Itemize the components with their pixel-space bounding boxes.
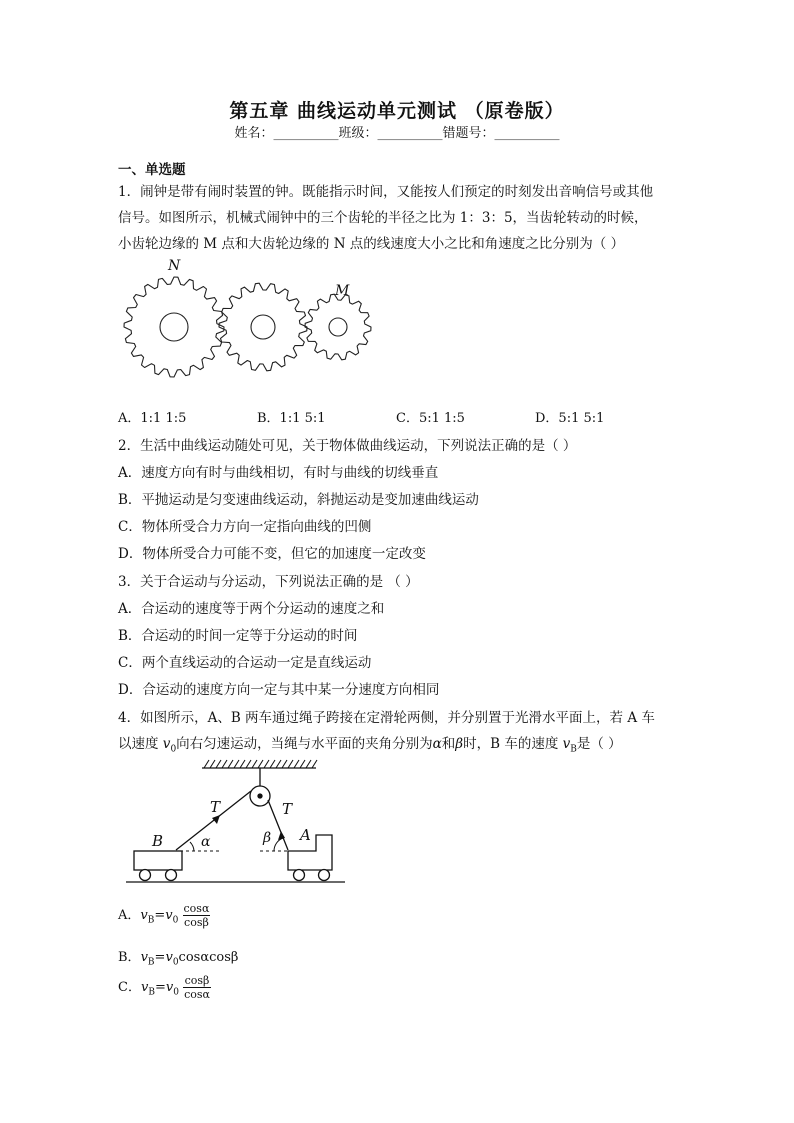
- gear-label-n: N: [168, 258, 181, 274]
- gear-label-m: M: [335, 283, 350, 299]
- q3-option-c: C．两个直线运动的合运动一定是直线运动: [118, 655, 372, 671]
- q1-option-a: A．1:1 1:5: [118, 411, 187, 426]
- q1-option-b: B．1:1 5:1: [257, 411, 326, 426]
- q4-stem-line-2: 以速度 $v_0$向右匀速运动，当绳与水平面的夹角分别为α和β时，B 车的速度 $v_B$是（ ）: [118, 736, 622, 755]
- q4-option-b: B．$v_B=v_0\cos\alpha\cos\beta$: [118, 950, 239, 968]
- q3-option-b: B．合运动的时间一定等于分运动的时间: [118, 628, 358, 644]
- angle-beta-label: β: [263, 830, 272, 846]
- q1-option-c: C．5:1 1:5: [396, 411, 465, 426]
- q3-option-a: A．合运动的速度等于两个分运动的速度之和: [118, 601, 385, 617]
- q2-option-a: A．速度方向有时与曲线相切，有时与曲线的切线垂直: [118, 465, 439, 481]
- q1-stem-line-1: 1．闹钟是带有闹时装置的钟。既能指示时间，又能按人们预定的时刻发出音响信号或其他: [118, 184, 654, 200]
- large-gear-hub: [160, 313, 188, 341]
- q4-option-a: A．$v_B=v_0$ $\frac{\cos\alpha}{\cos\beta}$: [118, 902, 210, 929]
- q2-option-b: B．平抛运动是匀变速曲线运动，斜抛运动是变加速曲线运动: [118, 492, 479, 508]
- gears-figure: [118, 255, 378, 395]
- car-b-label: B: [152, 832, 164, 850]
- rope-tension-label-right: T: [282, 800, 293, 818]
- q3-stem: 3．关于合运动与分运动，下列说法正确的是 （ ）: [118, 574, 419, 590]
- large-gear: [124, 277, 224, 377]
- q2-option-d: D．物体所受合力可能不变，但它的加速度一定改变: [118, 546, 426, 562]
- q1-option-d: D．5:1 5:1: [535, 411, 605, 426]
- q4-stem-line-1: 4．如图所示，A、B 两车通过绳子跨接在定滑轮两侧，并分别置于光滑水平面上，若 A 车: [118, 710, 655, 726]
- pulley-cars-figure: [120, 758, 350, 888]
- student-info-line: 姓名：__________班级：__________错题号：__________: [234, 126, 560, 141]
- small-gear: [305, 294, 371, 360]
- q1-stem-line-3: 小齿轮边缘的 M 点和大齿轮边缘的 N 点的线速度大小之比和角速度之比分别为（ ）: [118, 236, 625, 252]
- q4-option-c: C．$v_B=v_0$ $\frac{\cos\beta}{\cos\alpha}$: [118, 974, 210, 1001]
- medium-gear-hub: [251, 315, 275, 339]
- car-a-label: A: [300, 826, 311, 844]
- angle-alpha-label: α: [201, 834, 211, 850]
- q3-option-d: D．合运动的速度方向一定与其中某一分速度方向相同: [118, 682, 440, 698]
- page-title: 第五章 曲线运动单元测试 （原卷版）: [229, 100, 565, 122]
- small-gear-hub: [329, 318, 347, 336]
- q1-stem-line-2: 信号。如图所示，机械式闹钟中的三个齿轮的半径之比为 1：3：5，当齿轮转动的时候，: [118, 210, 648, 226]
- q2-stem: 2．生活中曲线运动随处可见，关于物体做曲线运动，下列说法正确的是（ ）: [118, 438, 577, 454]
- rope-tension-label-left: T: [210, 798, 221, 816]
- section-heading: 一、单选题: [118, 162, 186, 178]
- medium-gear: [219, 283, 307, 371]
- q2-option-c: C．物体所受合力方向一定指向曲线的凹侧: [118, 519, 372, 535]
